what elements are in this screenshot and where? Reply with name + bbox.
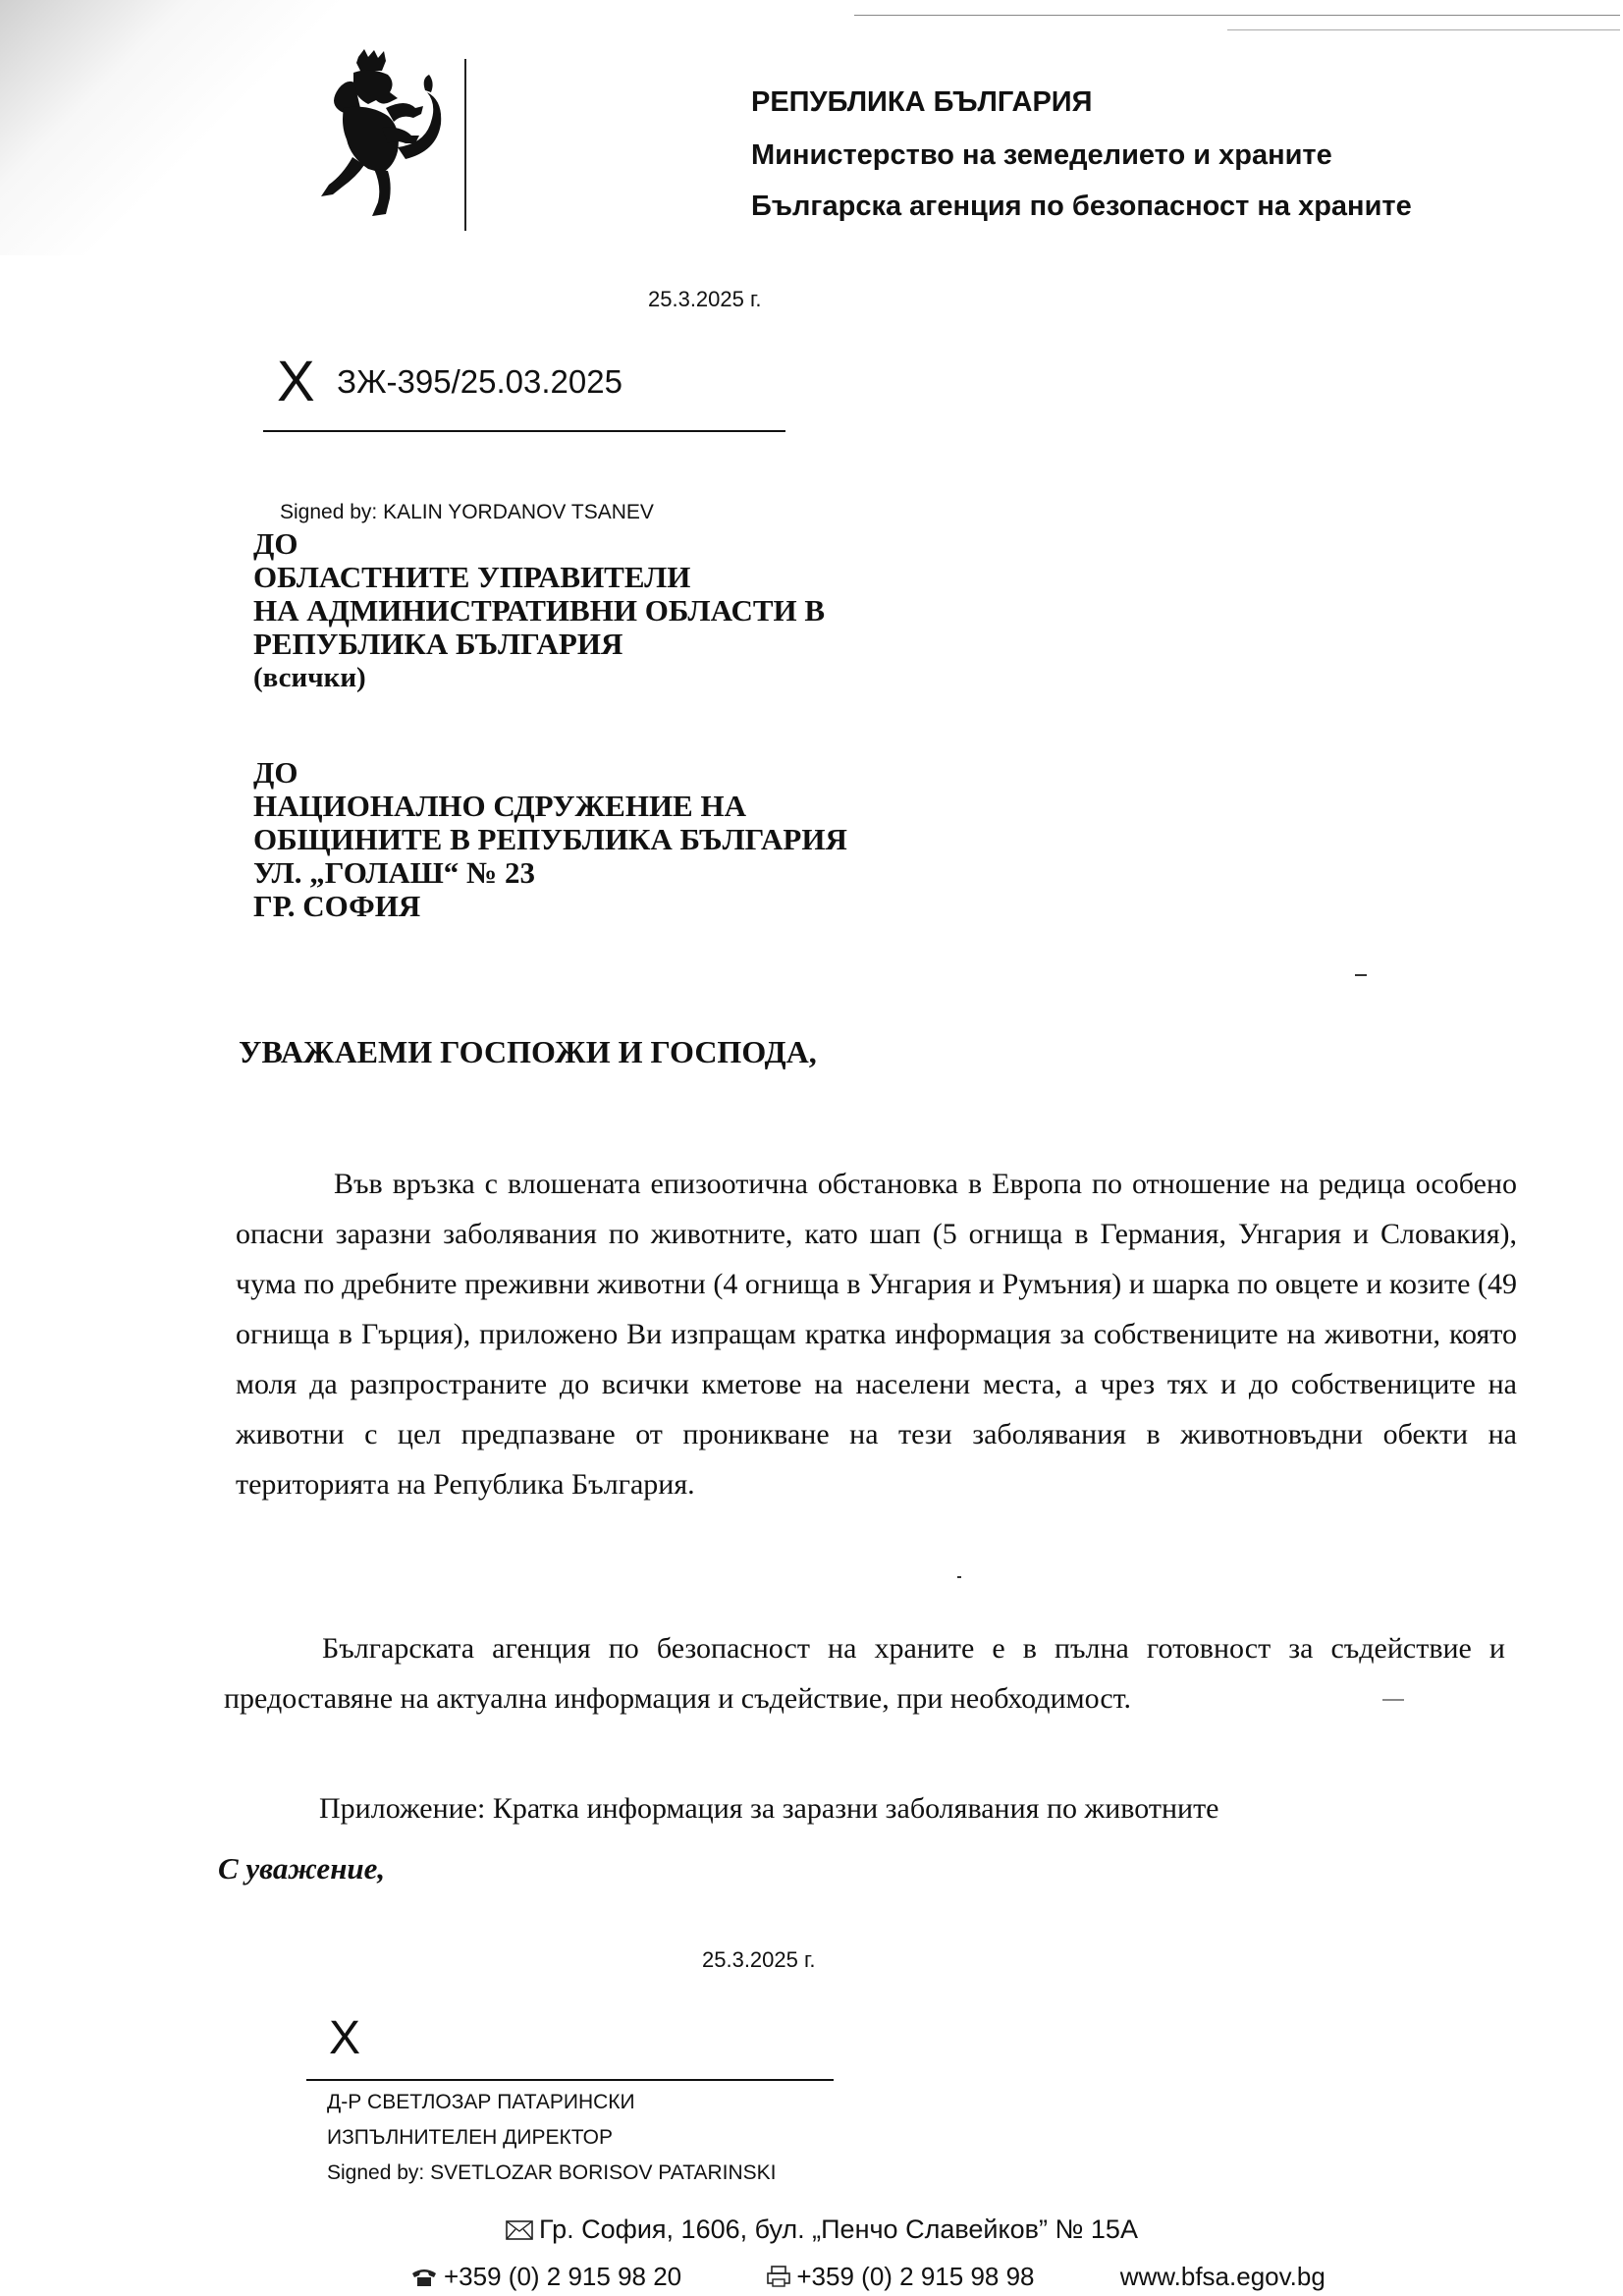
registration-number (277, 349, 622, 414)
signatory-title: ИЗПЪЛНИТЕЛЕН ДИРЕКТОР (327, 2126, 613, 2149)
reg-number-text: ЗЖ-395/25.03.2025 (337, 362, 622, 400)
header-agency: Българска агенция по безопасност на храните (751, 191, 1412, 222)
footer-address (506, 2214, 1138, 2245)
recipient-line: ДО (253, 526, 298, 561)
closing-regards: С уважение, (218, 1851, 386, 1886)
registration-line (263, 430, 785, 432)
header-divider (464, 59, 466, 231)
header-country: РЕПУБЛИКА БЪЛГАРИЯ (751, 86, 1093, 118)
recipient-block-1 (253, 527, 825, 694)
letterhead (751, 88, 1412, 246)
scan-edge-line (854, 15, 1620, 16)
header-ministry: Министерство на земеделието и храните (751, 139, 1332, 171)
scan-edge-line (1227, 29, 1620, 30)
envelope-icon (506, 2220, 533, 2240)
lion-emblem-icon (299, 49, 447, 221)
recipient-line: (всички) (253, 662, 366, 693)
signatory-name: Д-Р СВЕТЛОЗАР ПАТАРИНСКИ (327, 2091, 635, 2113)
recipient-line: ОБЛАСТНИТЕ УПРАВИТЕЛИ (253, 560, 691, 594)
signature-line (306, 2079, 834, 2081)
body-paragraph-2: Българската агенция по безопасност на храните е в пълна готовност за съдействие и предоставяне на актуална информация и съдействие, при необходимост. (224, 1632, 1505, 1715)
recipient-line: ДО (253, 755, 298, 790)
recipient-block-2 (253, 756, 847, 923)
salutation: УВАЖАЕМИ ГОСПОЖИ И ГОСПОДА, (239, 1034, 817, 1069)
signed-by-top: Signed by: KALIN YORDANOV TSANEV (280, 501, 654, 523)
scan-speck (957, 1576, 961, 1578)
recipient-line: УЛ. „ГОЛАШ“ № 23 (253, 855, 535, 890)
signed-by-bottom: Signed by: SVETLOZAR BORISOV PATARINSKI (327, 2161, 777, 2184)
fax-icon (767, 2266, 790, 2287)
signature-date: 25.3.2025 г. (702, 1947, 816, 1972)
footer-phone: +359 (0) 2 915 98 20 (410, 2262, 721, 2291)
recipient-line: РЕПУБЛИКА БЪЛГАРИЯ (253, 627, 623, 661)
scan-speck (1355, 974, 1367, 976)
footer-website: www.bfsa.egov.bg (1119, 2262, 1325, 2291)
recipient-line: ГР. СОФИЯ (253, 889, 421, 923)
recipient-line: ОБЩИНИТЕ В РЕПУБЛИКА БЪЛГАРИЯ (253, 822, 847, 856)
signature-mark: X (277, 350, 315, 413)
recipient-line: НА АДМИНИСТРАТИВНИ ОБЛАСТИ В (253, 593, 826, 628)
attachment-note: Приложение: Кратка информация за заразни заболявания по животните (319, 1792, 1219, 1825)
body-paragraph-1: Във връзка с влошената епизоотична обстановка в Европа по отношение на редица особено опасни заразни заболявания по животните, като шап (5 огнища в Германия, Унгария и Словакия), чума по дребните преживни животни (4 огнища в Унгария и Румъния) и шарка по овцете и козите (49 огнища в Гърция), приложено Ви изпращам кратка информация за собствениците на животни, която моля да разпространите до всички кметове на населени места, а чрез тях и до собствениците на животни с цел предпазване от проникване на тези заболявания в животновъдни обекти на територията на Република България. (236, 1168, 1517, 1501)
recipient-line: НАЦИОНАЛНО СДРУЖЕНИЕ НА (253, 789, 746, 823)
phone-icon (410, 2268, 438, 2287)
footer-contacts (410, 2262, 1365, 2292)
document-date: 25.3.2025 г. (648, 287, 762, 311)
signature-block (327, 2085, 776, 2191)
footer-address-text: Гр. София, 1606, бул. „Пенчо Славейков” № 15А (539, 2214, 1138, 2244)
footer-fax: +359 (0) 2 915 98 98 (767, 2262, 1073, 2291)
scan-speck (1382, 1699, 1404, 1701)
signature-mark: X (329, 2012, 361, 2064)
